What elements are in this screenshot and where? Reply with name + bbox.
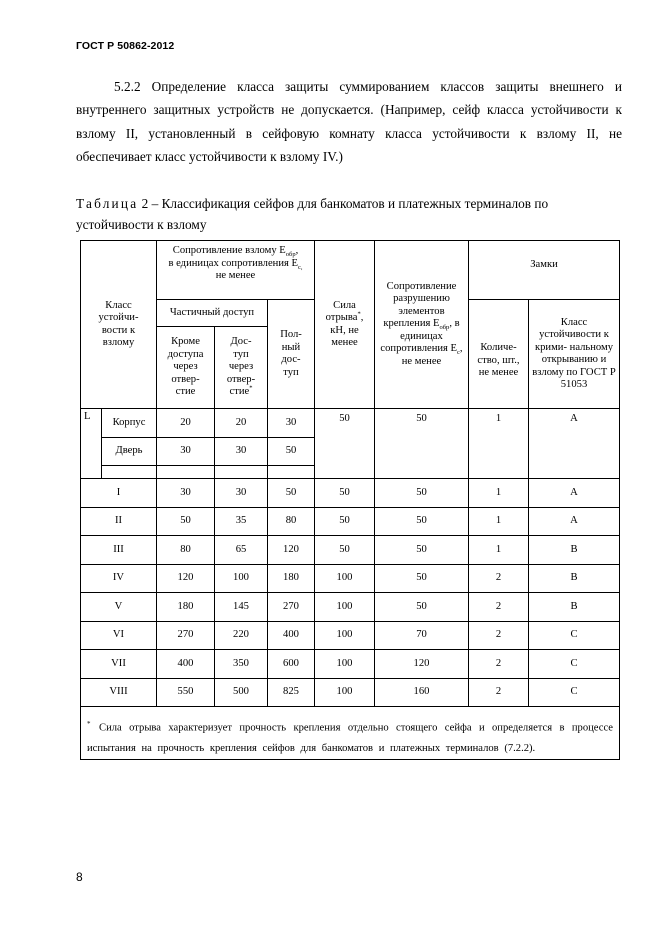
lock-count-cell: 2 [469, 593, 529, 622]
class-cell: III [81, 536, 157, 565]
through-hole-cell: 35 [215, 507, 268, 536]
table-row [81, 593, 620, 622]
lock-class-cell: A [529, 479, 620, 508]
class-cell: II [81, 507, 157, 536]
through-hole-cell: 500 [215, 678, 268, 707]
lock-count-cell: 1 [469, 536, 529, 565]
table-row [81, 507, 620, 536]
header-class: Класс устойчи- вости к взлому [81, 241, 157, 409]
l-part-name: Корпус [102, 409, 157, 438]
fastening-cell: 70 [375, 621, 469, 650]
table-caption [76, 193, 596, 235]
l-except-hole: 30 [157, 437, 215, 466]
pull-force-cell: 100 [315, 564, 375, 593]
header-full-access: Пол- ный дос- туп [268, 300, 315, 409]
table-footnote [81, 707, 620, 760]
table-row [81, 479, 620, 508]
full-access-cell: 825 [268, 678, 315, 707]
table-row [81, 536, 620, 565]
full-access-cell: 180 [268, 564, 315, 593]
through-hole-cell: 30 [215, 479, 268, 508]
l-through-hole: 20 [215, 409, 268, 438]
fastening-cell: 120 [375, 650, 469, 679]
lock-count-cell: 2 [469, 564, 529, 593]
lock-count-cell: 1 [469, 479, 529, 508]
header-partial-access: Частичный доступ [157, 300, 268, 327]
lock-class-cell: B [529, 564, 620, 593]
section-paragraph [76, 75, 622, 169]
pull-force-cell: 100 [315, 678, 375, 707]
lock-class-cell: B [529, 536, 620, 565]
lock-class-cell: C [529, 678, 620, 707]
header-pull-force: Сила отрыва*, кН, не менее [315, 241, 375, 409]
full-access-cell: 270 [268, 593, 315, 622]
pull-force-cell: 50 [315, 507, 375, 536]
table-row [81, 621, 620, 650]
page-number: 8 [76, 870, 83, 884]
paragraph-text: 5.2.2 Определение класса защиты суммированием классов защиты внешнего и внутреннего защитных устройств не допускается. (Например, сейф класса устойчивости к взлому II, установленный в сейфовую комнату класса устойчивоcти к взлому II, не обеспечивает класс устойчивости к взлому IV.) [76, 79, 622, 165]
full-access-cell: 400 [268, 621, 315, 650]
l-lock-class: A [529, 409, 620, 479]
header-fastening: Сопротивление разрушению элементов крепления $E_{обр}$, в единицах сопротивления $E_c$, не менее [375, 241, 469, 409]
l-lock-count: 1 [469, 409, 529, 479]
except-hole-cell: 50 [157, 507, 215, 536]
table-row [81, 650, 620, 679]
header-lock-class: Класс устойчивости к крими- нальному открыванию и взлому по ГОСТ Р 51053 [529, 300, 620, 409]
class-cell: VIII [81, 678, 157, 707]
classification-table [80, 240, 620, 760]
class-cell: VI [81, 621, 157, 650]
header-except-hole: Кроме доступа через отвер- стие [157, 327, 215, 409]
l-full-access: 50 [268, 437, 315, 466]
except-hole-cell: 180 [157, 593, 215, 622]
class-cell: V [81, 593, 157, 622]
header-locks: Замки [469, 241, 620, 300]
lock-class-cell: C [529, 650, 620, 679]
footnote-mark: * [87, 720, 91, 728]
lock-count-cell: 2 [469, 621, 529, 650]
table-caption-text: 2 – Классификация сейфов для банкоматов и платежных терминалов по устойчивости к взлому [76, 196, 549, 232]
through-hole-cell: 350 [215, 650, 268, 679]
table-caption-prefix: Таблица [76, 196, 139, 211]
fastening-cell: 50 [375, 507, 469, 536]
lock-class-cell: C [529, 621, 620, 650]
except-hole-cell: 30 [157, 479, 215, 508]
fastening-cell: 50 [375, 593, 469, 622]
class-cell: I [81, 479, 157, 508]
full-access-cell: 50 [268, 479, 315, 508]
class-cell: VII [81, 650, 157, 679]
lock-count-cell: 1 [469, 507, 529, 536]
through-hole-cell: 65 [215, 536, 268, 565]
full-access-cell: 600 [268, 650, 315, 679]
header-lock-count: Количе- ство, шт., не менее [469, 300, 529, 409]
l-except-hole: 20 [157, 409, 215, 438]
header-resistance: Сопротивление взлому $E_{обр}$, в единицах сопротивления $E_{c,}$ не менее [157, 241, 315, 300]
document-header: ГОСТ Р 50862-2012 [76, 40, 175, 52]
footnote-text: Сила отрыва характеризует прочность крепления отдельно стоящего сейфа и определяется в процессе испытания на прочность крепления сейфов для банкоматов и платежных терминалов (7.2.2). [87, 722, 613, 754]
class-l-label: L [81, 409, 102, 479]
except-hole-cell: 120 [157, 564, 215, 593]
fastening-cell: 160 [375, 678, 469, 707]
except-hole-cell: 80 [157, 536, 215, 565]
class-cell: IV [81, 564, 157, 593]
l-full-access: 30 [268, 409, 315, 438]
fastening-cell: 50 [375, 536, 469, 565]
lock-count-cell: 2 [469, 650, 529, 679]
except-hole-cell: 400 [157, 650, 215, 679]
table-row [81, 678, 620, 707]
except-hole-cell: 270 [157, 621, 215, 650]
pull-force-cell: 100 [315, 593, 375, 622]
pull-force-cell: 100 [315, 650, 375, 679]
fastening-cell: 50 [375, 564, 469, 593]
through-hole-cell: 145 [215, 593, 268, 622]
lock-class-cell: A [529, 507, 620, 536]
pull-force-cell: 100 [315, 621, 375, 650]
header-through-hole: Дос- туп через отвер- стие* [215, 327, 268, 409]
l-fastening: 50 [375, 409, 469, 479]
table-row [81, 564, 620, 593]
pull-force-cell: 50 [315, 536, 375, 565]
full-access-cell: 120 [268, 536, 315, 565]
lock-class-cell: B [529, 593, 620, 622]
l-part-name: Дверь [102, 437, 157, 466]
through-hole-cell: 220 [215, 621, 268, 650]
through-hole-cell: 100 [215, 564, 268, 593]
pull-force-cell: 50 [315, 479, 375, 508]
l-through-hole: 30 [215, 437, 268, 466]
except-hole-cell: 550 [157, 678, 215, 707]
lock-count-cell: 2 [469, 678, 529, 707]
full-access-cell: 80 [268, 507, 315, 536]
l-pull-force: 50 [315, 409, 375, 479]
fastening-cell: 50 [375, 479, 469, 508]
